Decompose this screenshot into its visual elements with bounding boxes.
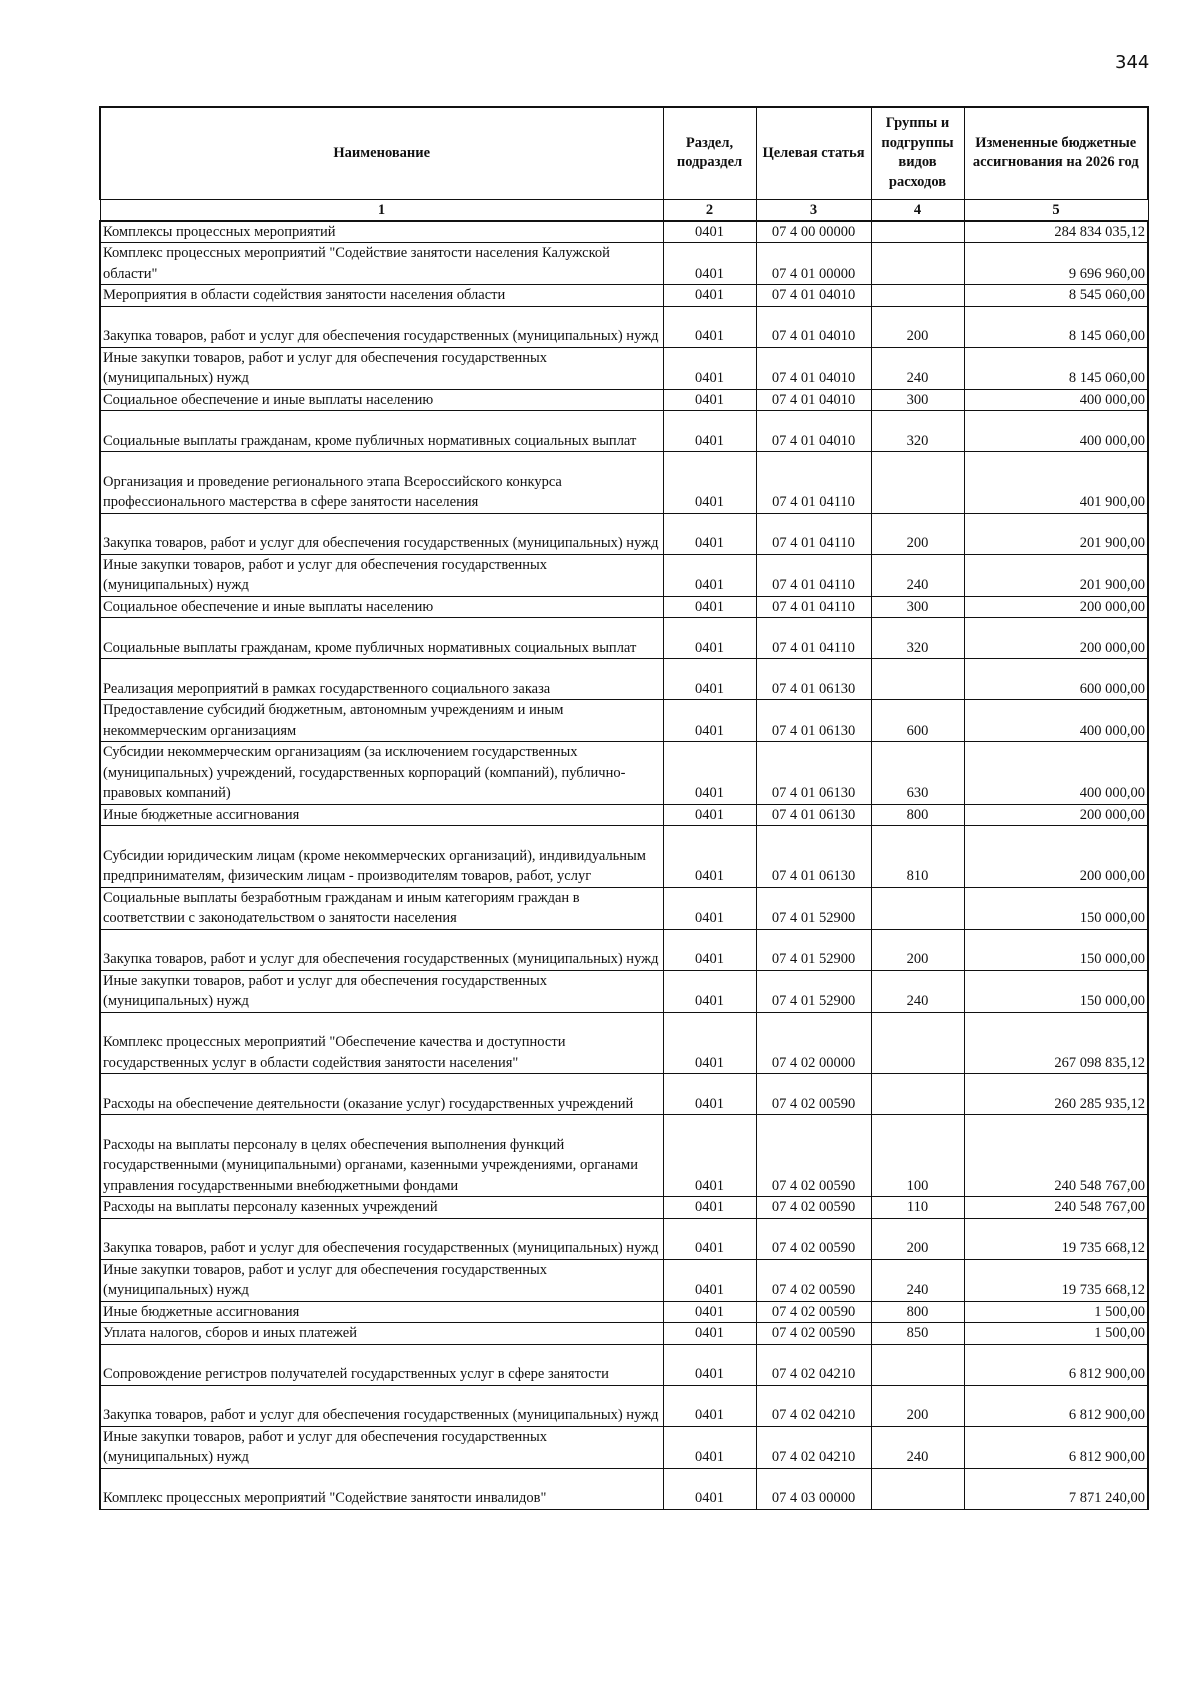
row-section: 0401	[663, 306, 756, 347]
row-section: 0401	[663, 700, 756, 742]
row-expense-group	[871, 1468, 964, 1509]
row-expense-group: 300	[871, 389, 964, 411]
row-target-article: 07 4 01 52900	[756, 970, 871, 1012]
column-number: 1	[100, 199, 663, 221]
row-name: Расходы на обеспечение деятельности (оказание услуг) государственных учреждений	[100, 1074, 663, 1115]
row-name: Закупка товаров, работ и услуг для обеспечения государственных (муниципальных) нужд	[100, 929, 663, 970]
row-amount: 400 000,00	[964, 411, 1148, 452]
table-row	[100, 347, 1148, 389]
table-row	[100, 513, 1148, 554]
row-expense-group: 200	[871, 1385, 964, 1426]
row-section: 0401	[663, 970, 756, 1012]
row-section: 0401	[663, 221, 756, 243]
row-name: Закупка товаров, работ и услуг для обеспечения государственных (муниципальных) нужд	[100, 306, 663, 347]
table-row	[100, 1385, 1148, 1426]
row-target-article: 07 4 01 04110	[756, 452, 871, 514]
row-amount: 200 000,00	[964, 618, 1148, 659]
row-target-article: 07 4 01 06130	[756, 826, 871, 888]
row-target-article: 07 4 02 00590	[756, 1259, 871, 1301]
header-amount: Измененные бюджетные ассигнования на 2026 год	[964, 107, 1148, 199]
row-expense-group	[871, 452, 964, 514]
table-row	[100, 970, 1148, 1012]
table-row	[100, 659, 1148, 700]
row-amount: 400 000,00	[964, 742, 1148, 805]
row-target-article: 07 4 02 00590	[756, 1074, 871, 1115]
row-name: Реализация мероприятий в рамках государственного социального заказа	[100, 659, 663, 700]
row-expense-group: 800	[871, 804, 964, 826]
table-row	[100, 452, 1148, 514]
row-name: Иные закупки товаров, работ и услуг для обеспечения государственных (муниципальных) нужд	[100, 1426, 663, 1468]
table-row	[100, 596, 1148, 618]
row-target-article: 07 4 02 00590	[756, 1197, 871, 1219]
row-expense-group: 810	[871, 826, 964, 888]
header-name: Наименование	[100, 107, 663, 199]
row-amount: 401 900,00	[964, 452, 1148, 514]
row-expense-group: 850	[871, 1323, 964, 1345]
row-section: 0401	[663, 804, 756, 826]
row-name: Иные бюджетные ассигнования	[100, 804, 663, 826]
row-amount: 150 000,00	[964, 929, 1148, 970]
row-section: 0401	[663, 1259, 756, 1301]
row-amount: 8 545 060,00	[964, 285, 1148, 307]
row-section: 0401	[663, 513, 756, 554]
row-expense-group	[871, 285, 964, 307]
row-name: Предоставление субсидий бюджетным, автономным учреждениям и иным некоммерческим организациям	[100, 700, 663, 742]
row-amount: 19 735 668,12	[964, 1259, 1148, 1301]
row-amount: 1 500,00	[964, 1301, 1148, 1323]
row-expense-group: 110	[871, 1197, 964, 1219]
row-name: Субсидии некоммерческим организациям (за исключением государственных (муниципальных) учреждений, государственных корпораций (компаний), публично-правовых компаний)	[100, 742, 663, 805]
row-section: 0401	[663, 659, 756, 700]
row-target-article: 07 4 02 04210	[756, 1385, 871, 1426]
row-amount: 8 145 060,00	[964, 347, 1148, 389]
table-row	[100, 1468, 1148, 1509]
table-body	[100, 221, 1148, 1510]
row-target-article: 07 4 01 52900	[756, 887, 871, 929]
row-section: 0401	[663, 1012, 756, 1074]
row-name: Закупка товаров, работ и услуг для обеспечения государственных (муниципальных) нужд	[100, 513, 663, 554]
row-expense-group: 320	[871, 618, 964, 659]
row-amount: 400 000,00	[964, 389, 1148, 411]
table-row	[100, 1426, 1148, 1468]
row-amount: 200 000,00	[964, 596, 1148, 618]
row-amount: 6 812 900,00	[964, 1426, 1148, 1468]
row-section: 0401	[663, 285, 756, 307]
row-expense-group: 200	[871, 513, 964, 554]
row-expense-group: 240	[871, 1426, 964, 1468]
table-row	[100, 1197, 1148, 1219]
row-expense-group	[871, 1074, 964, 1115]
row-section: 0401	[663, 347, 756, 389]
row-section: 0401	[663, 1468, 756, 1509]
table-row	[100, 804, 1148, 826]
row-expense-group: 240	[871, 347, 964, 389]
row-amount: 400 000,00	[964, 700, 1148, 742]
table-row	[100, 1344, 1148, 1385]
row-amount: 7 871 240,00	[964, 1468, 1148, 1509]
row-expense-group: 600	[871, 700, 964, 742]
row-amount: 240 548 767,00	[964, 1115, 1148, 1197]
row-section: 0401	[663, 1115, 756, 1197]
row-target-article: 07 4 02 00590	[756, 1301, 871, 1323]
row-name: Иные закупки товаров, работ и услуг для обеспечения государственных (муниципальных) нужд	[100, 347, 663, 389]
row-section: 0401	[663, 618, 756, 659]
table-row	[100, 243, 1148, 285]
table-row	[100, 826, 1148, 888]
row-target-article: 07 4 01 04010	[756, 285, 871, 307]
row-name: Иные бюджетные ассигнования	[100, 1301, 663, 1323]
row-expense-group	[871, 221, 964, 243]
row-amount: 240 548 767,00	[964, 1197, 1148, 1219]
row-name: Комплекс процессных мероприятий "Содействие занятости населения Калужской области"	[100, 243, 663, 285]
table-row	[100, 1259, 1148, 1301]
table-row	[100, 1012, 1148, 1074]
table-row	[100, 1218, 1148, 1259]
row-section: 0401	[663, 411, 756, 452]
row-expense-group	[871, 1344, 964, 1385]
row-target-article: 07 4 02 00590	[756, 1115, 871, 1197]
row-section: 0401	[663, 1197, 756, 1219]
row-amount: 200 000,00	[964, 826, 1148, 888]
row-section: 0401	[663, 389, 756, 411]
column-number: 3	[756, 199, 871, 221]
row-name: Организация и проведение регионального этапа Всероссийского конкурса профессионального мастерства в сфере занятости населения	[100, 452, 663, 514]
row-target-article: 07 4 02 00590	[756, 1323, 871, 1345]
row-target-article: 07 4 01 04110	[756, 596, 871, 618]
row-section: 0401	[663, 452, 756, 514]
row-expense-group: 320	[871, 411, 964, 452]
row-amount: 267 098 835,12	[964, 1012, 1148, 1074]
row-expense-group	[871, 887, 964, 929]
row-section: 0401	[663, 929, 756, 970]
row-amount: 150 000,00	[964, 970, 1148, 1012]
table-row	[100, 618, 1148, 659]
row-expense-group: 240	[871, 554, 964, 596]
column-number: 4	[871, 199, 964, 221]
row-name: Социальные выплаты безработным гражданам и иным категориям граждан в соответствии с законодательством о занятости населения	[100, 887, 663, 929]
row-name: Расходы на выплаты персоналу казенных учреждений	[100, 1197, 663, 1219]
budget-table	[99, 106, 1149, 1510]
table-row	[100, 221, 1148, 243]
row-target-article: 07 4 02 04210	[756, 1344, 871, 1385]
row-section: 0401	[663, 1385, 756, 1426]
row-name: Мероприятия в области содействия занятости населения области	[100, 285, 663, 307]
row-name: Иные закупки товаров, работ и услуг для обеспечения государственных (муниципальных) нужд	[100, 554, 663, 596]
row-target-article: 07 4 01 06130	[756, 700, 871, 742]
row-amount: 260 285 935,12	[964, 1074, 1148, 1115]
table-row	[100, 742, 1148, 805]
row-name: Социальные выплаты гражданам, кроме публичных нормативных социальных выплат	[100, 618, 663, 659]
row-amount: 6 812 900,00	[964, 1385, 1148, 1426]
row-section: 0401	[663, 742, 756, 805]
row-amount: 6 812 900,00	[964, 1344, 1148, 1385]
row-section: 0401	[663, 243, 756, 285]
header-expense-group: Группы и подгруппы видов расходов	[871, 107, 964, 199]
row-expense-group: 200	[871, 306, 964, 347]
row-amount: 1 500,00	[964, 1323, 1148, 1345]
row-target-article: 07 4 01 04110	[756, 513, 871, 554]
row-target-article: 07 4 01 06130	[756, 804, 871, 826]
row-section: 0401	[663, 554, 756, 596]
row-expense-group: 240	[871, 1259, 964, 1301]
row-amount: 8 145 060,00	[964, 306, 1148, 347]
row-target-article: 07 4 02 04210	[756, 1426, 871, 1468]
row-target-article: 07 4 01 04010	[756, 306, 871, 347]
row-section: 0401	[663, 596, 756, 618]
table-row	[100, 285, 1148, 307]
row-amount: 200 000,00	[964, 804, 1148, 826]
row-name: Закупка товаров, работ и услуг для обеспечения государственных (муниципальных) нужд	[100, 1385, 663, 1426]
row-section: 0401	[663, 826, 756, 888]
table-row	[100, 700, 1148, 742]
row-section: 0401	[663, 1344, 756, 1385]
row-target-article: 07 4 01 04110	[756, 618, 871, 659]
table-row	[100, 1301, 1148, 1323]
row-name: Иные закупки товаров, работ и услуг для обеспечения государственных (муниципальных) нужд	[100, 1259, 663, 1301]
table-row	[100, 929, 1148, 970]
row-name: Социальное обеспечение и иные выплаты населению	[100, 596, 663, 618]
row-section: 0401	[663, 1218, 756, 1259]
row-name: Иные закупки товаров, работ и услуг для обеспечения государственных (муниципальных) нужд	[100, 970, 663, 1012]
table-row	[100, 1323, 1148, 1345]
table-row	[100, 306, 1148, 347]
row-name: Комплекс процессных мероприятий "Обеспечение качества и доступности государственных услуг в области содействия занятости населения"	[100, 1012, 663, 1074]
row-section: 0401	[663, 1301, 756, 1323]
row-target-article: 07 4 01 52900	[756, 929, 871, 970]
row-name: Комплекс процессных мероприятий "Содействие занятости инвалидов"	[100, 1468, 663, 1509]
row-target-article: 07 4 01 06130	[756, 659, 871, 700]
column-number: 2	[663, 199, 756, 221]
table-row	[100, 389, 1148, 411]
row-target-article: 07 4 01 04010	[756, 411, 871, 452]
row-name: Уплата налогов, сборов и иных платежей	[100, 1323, 663, 1345]
table-row	[100, 887, 1148, 929]
row-section: 0401	[663, 1074, 756, 1115]
row-expense-group: 800	[871, 1301, 964, 1323]
row-target-article: 07 4 02 00590	[756, 1218, 871, 1259]
table-row	[100, 554, 1148, 596]
row-target-article: 07 4 01 04010	[756, 347, 871, 389]
row-expense-group: 300	[871, 596, 964, 618]
row-name: Субсидии юридическим лицам (кроме некоммерческих организаций), индивидуальным предпринимателям, физическим лицам - производителям товаров, работ, услуг	[100, 826, 663, 888]
row-target-article: 07 4 03 00000	[756, 1468, 871, 1509]
row-amount: 284 834 035,12	[964, 221, 1148, 243]
column-number: 5	[964, 199, 1148, 221]
header-section: Раздел, подраздел	[663, 107, 756, 199]
row-target-article: 07 4 01 00000	[756, 243, 871, 285]
row-target-article: 07 4 02 00000	[756, 1012, 871, 1074]
table-row	[100, 1074, 1148, 1115]
row-target-article: 07 4 01 04010	[756, 389, 871, 411]
header-target-article: Целевая статья	[756, 107, 871, 199]
row-name: Закупка товаров, работ и услуг для обеспечения государственных (муниципальных) нужд	[100, 1218, 663, 1259]
row-name: Расходы на выплаты персоналу в целях обеспечения выполнения функций государственными (муниципальными) органами, казенными учреждениями, органами управления государственными внебюджетными фондами	[100, 1115, 663, 1197]
row-target-article: 07 4 01 04110	[756, 554, 871, 596]
row-expense-group	[871, 1012, 964, 1074]
page-number: 344	[1115, 52, 1150, 73]
row-name: Социальные выплаты гражданам, кроме публичных нормативных социальных выплат	[100, 411, 663, 452]
row-name: Сопровождение регистров получателей государственных услуг в сфере занятости	[100, 1344, 663, 1385]
row-expense-group: 630	[871, 742, 964, 805]
row-name: Комплексы процессных мероприятий	[100, 221, 663, 243]
row-section: 0401	[663, 1426, 756, 1468]
row-amount: 9 696 960,00	[964, 243, 1148, 285]
row-amount: 150 000,00	[964, 887, 1148, 929]
row-amount: 201 900,00	[964, 513, 1148, 554]
row-amount: 201 900,00	[964, 554, 1148, 596]
row-expense-group	[871, 243, 964, 285]
row-expense-group	[871, 659, 964, 700]
row-section: 0401	[663, 887, 756, 929]
row-name: Социальное обеспечение и иные выплаты населению	[100, 389, 663, 411]
row-expense-group: 200	[871, 1218, 964, 1259]
row-section: 0401	[663, 1323, 756, 1345]
row-target-article: 07 4 00 00000	[756, 221, 871, 243]
row-target-article: 07 4 01 06130	[756, 742, 871, 805]
table-row	[100, 411, 1148, 452]
table-row	[100, 1115, 1148, 1197]
row-expense-group: 100	[871, 1115, 964, 1197]
row-expense-group: 200	[871, 929, 964, 970]
row-amount: 600 000,00	[964, 659, 1148, 700]
row-expense-group: 240	[871, 970, 964, 1012]
row-amount: 19 735 668,12	[964, 1218, 1148, 1259]
